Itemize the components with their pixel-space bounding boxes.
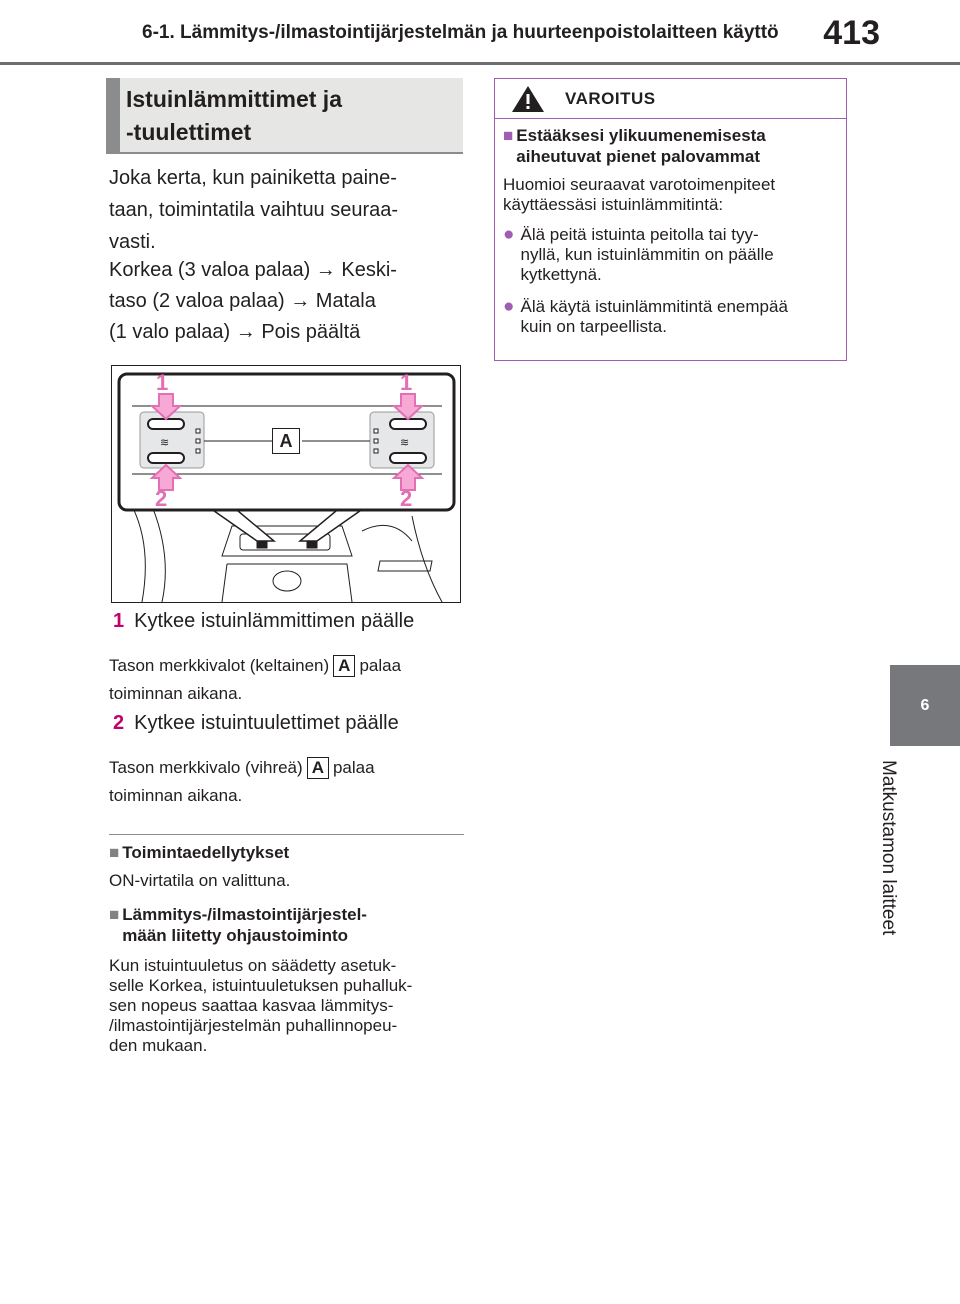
arrow-icon: → — [315, 259, 336, 281]
seat-heater-switch-illustration — [111, 365, 461, 603]
intro-paragraph: Joka kerta, kun painiketta paine- taan, toimintatila vaihtuu seuraa- vasti. — [109, 167, 399, 253]
warning-bullet: ● Älä käytä istuinlämmitintä enempää kuin on tarpeellista. — [503, 296, 788, 336]
item-number: 1 — [113, 610, 125, 632]
subsection-text: Kun istuintuuletus on säädetty asetuk- selle Korkea, istuintuuletuksen puhalluk- sen nopeus saattaa kasvaa lämmitys- /ilmastointijärjestelmän puhallinnopeu- den mukaan. — [109, 956, 413, 1055]
item-number: 2 — [113, 712, 125, 734]
sequence-line-3: (1 valo palaa) → Pois päältä — [109, 321, 361, 343]
warning-title: VAROITUS — [565, 89, 656, 108]
mode-sequence — [109, 255, 469, 348]
page-number: 413 — [823, 14, 880, 52]
svg-text:≋: ≋ — [400, 436, 410, 449]
section-heading-bar — [106, 78, 120, 152]
item-title: Kytkee istuinlämmittimen päälle — [134, 610, 415, 632]
square-bullet-icon: ■ — [503, 126, 514, 145]
header-rule — [0, 62, 960, 65]
square-bullet-icon: ■ — [109, 843, 120, 862]
warning-heading: Estääksesi ylikuumenemisesta aiheutuvat pienet palovammat — [516, 126, 766, 166]
bullet-dot-icon: ● — [503, 224, 515, 245]
callout-2-right: 2 — [400, 486, 413, 511]
sequence-line-1: Korkea (3 valoa palaa) → Keski- — [109, 259, 397, 281]
item-title: Kytkee istuintuulettimet päälle — [134, 712, 399, 734]
svg-text:≋: ≋ — [160, 436, 170, 449]
running-header-title: 6-1. Lämmitys-/ilmastointijärjestelmän ja huurteenpoistolaitteen käyttö — [142, 22, 779, 43]
bullet-dot-icon: ● — [503, 296, 515, 317]
warning-intro: Huomioi seuraavat varotoimenpiteet käyttäessäsi istuinlämmitintä: — [503, 175, 776, 214]
label-a-badge: A — [333, 655, 355, 677]
callout-2-left: 2 — [155, 486, 168, 511]
subsection-heading: Lämmitys-/ilmastointijärjestel- mään liitetty ohjaustoiminto — [122, 905, 367, 945]
chapter-tab[interactable]: 6 — [890, 665, 960, 746]
sequence-line-2: taso (2 valoa palaa) → Matala — [109, 290, 376, 312]
chapter-label — [877, 760, 917, 960]
label-a-badge: A — [307, 757, 329, 779]
callout-1-right: 1 — [400, 370, 413, 395]
item-2-description: Tason merkkivalo (vihreä) A palaa toiminnan aikana. — [109, 758, 375, 805]
item-1-description: Tason merkkivalot (keltainen) A palaa toiminnan aikana. — [109, 656, 402, 703]
section-heading — [106, 78, 463, 154]
warning-bullet: ● Älä peitä istuinta peitolla tai tyy- nyllä, kun istuinlämmitin on päälle kytkettynä. — [503, 224, 774, 284]
subsection-heading: Toimintaedellytykset — [122, 843, 290, 862]
warning-body — [503, 125, 839, 337]
section-heading-text: Istuinlämmittimet ja -tuulettimet — [126, 86, 342, 145]
arrow-icon: → — [235, 321, 256, 343]
item-2 — [113, 712, 399, 735]
subsection-rule — [109, 834, 464, 835]
warning-header — [495, 79, 846, 119]
indicator-label-a: A — [272, 428, 300, 454]
item-1 — [113, 610, 414, 633]
warning-box — [494, 78, 847, 361]
square-bullet-icon: ■ — [109, 905, 120, 924]
subsection-conditions — [109, 842, 469, 891]
chapter-label-text: Matkustamon laitteet — [878, 760, 899, 936]
warning-triangle-icon — [511, 85, 545, 113]
subsection-linked-control — [109, 904, 469, 1056]
callout-1-left: 1 — [156, 370, 169, 395]
subsection-text: ON-virtatila on valittuna. — [109, 871, 291, 890]
arrow-icon: → — [290, 290, 311, 312]
illustration-svg — [112, 366, 461, 603]
